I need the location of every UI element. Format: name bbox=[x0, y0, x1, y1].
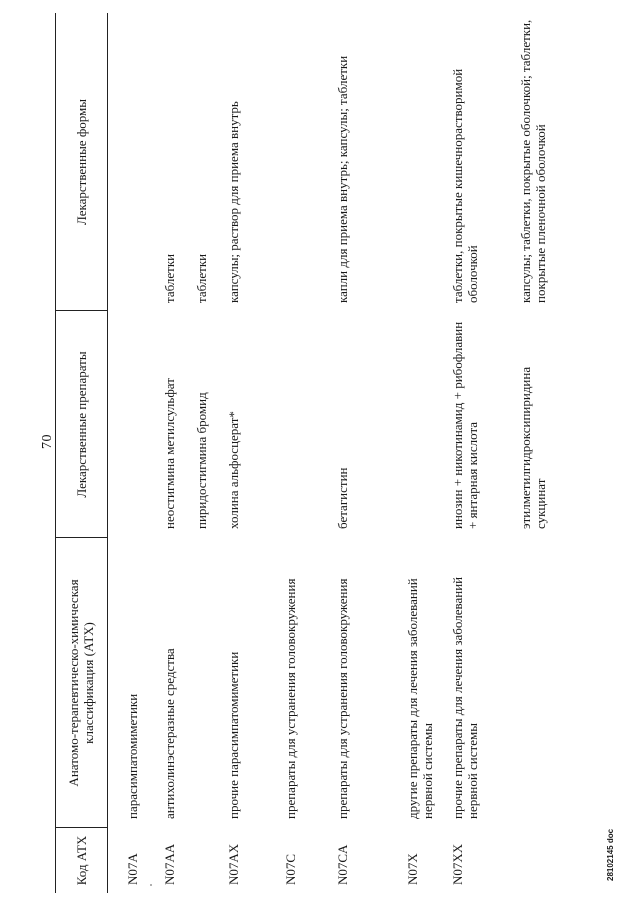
row-drug: холина альфосцерат* bbox=[226, 411, 241, 529]
row-code: N07C bbox=[283, 853, 298, 885]
row-form: таблетки bbox=[194, 253, 209, 303]
row-atc: парасимпатомиметики bbox=[125, 693, 140, 819]
scan-speck bbox=[150, 884, 152, 886]
row-code: N07X bbox=[405, 853, 420, 885]
row-atc: прочие парасимпатомиметики bbox=[226, 651, 241, 819]
row-code: N07AX bbox=[226, 843, 241, 885]
row-form: таблетки bbox=[162, 253, 177, 303]
drug-table bbox=[55, 13, 640, 893]
page-number: 70 bbox=[40, 434, 55, 449]
row-drug: инозин + никотинамид + рибофлавин + янтарная кислота bbox=[450, 321, 480, 529]
row-drug: этилметилгидроксипиридина сукцинат bbox=[518, 366, 548, 529]
row-code: N07CA bbox=[335, 844, 350, 885]
rotated-content bbox=[0, 13, 640, 893]
header-drug: Лекарственные препараты bbox=[73, 351, 89, 498]
header-code: Код АТХ bbox=[73, 835, 89, 886]
row-code: N07A bbox=[125, 853, 140, 885]
row-code: N07AA bbox=[162, 843, 177, 885]
row-form: капсулы; таблетки, покрытые оболочкой; таблетки, покрытые пленочной оболочкой bbox=[518, 19, 548, 303]
row-atc: препараты для устранения головокружения bbox=[283, 578, 298, 819]
row-drug: неостигмина метилсульфат bbox=[162, 378, 177, 529]
row-atc: прочие препараты для лечения заболеваний нервной системы bbox=[450, 576, 480, 819]
row-form: капли для приема внутрь; капсулы; таблетки bbox=[335, 55, 350, 303]
row-code: N07XX bbox=[450, 843, 465, 885]
footer-file-code: 28102145 doc bbox=[606, 828, 615, 881]
row-form: капсулы; раствор для приема внутрь bbox=[226, 101, 241, 303]
header-bottom-rule bbox=[107, 13, 108, 893]
row-atc: препараты для устранения головокружения bbox=[335, 578, 350, 819]
row-drug: бетагистин bbox=[335, 467, 350, 529]
row-atc: другие препараты для лечения заболеваний нервной системы bbox=[405, 578, 435, 819]
header-form: Лекарственные формы bbox=[73, 98, 89, 226]
row-atc: антихолинэстеразные средства bbox=[162, 648, 177, 819]
header-atc: Анатомо-терапевтическо-химическая классификация (АТХ) bbox=[66, 579, 96, 787]
row-form: таблетки, покрытые кишечнорастворимой оболочкой bbox=[450, 68, 480, 303]
row-drug: пиридостигмина бромид bbox=[194, 392, 209, 529]
